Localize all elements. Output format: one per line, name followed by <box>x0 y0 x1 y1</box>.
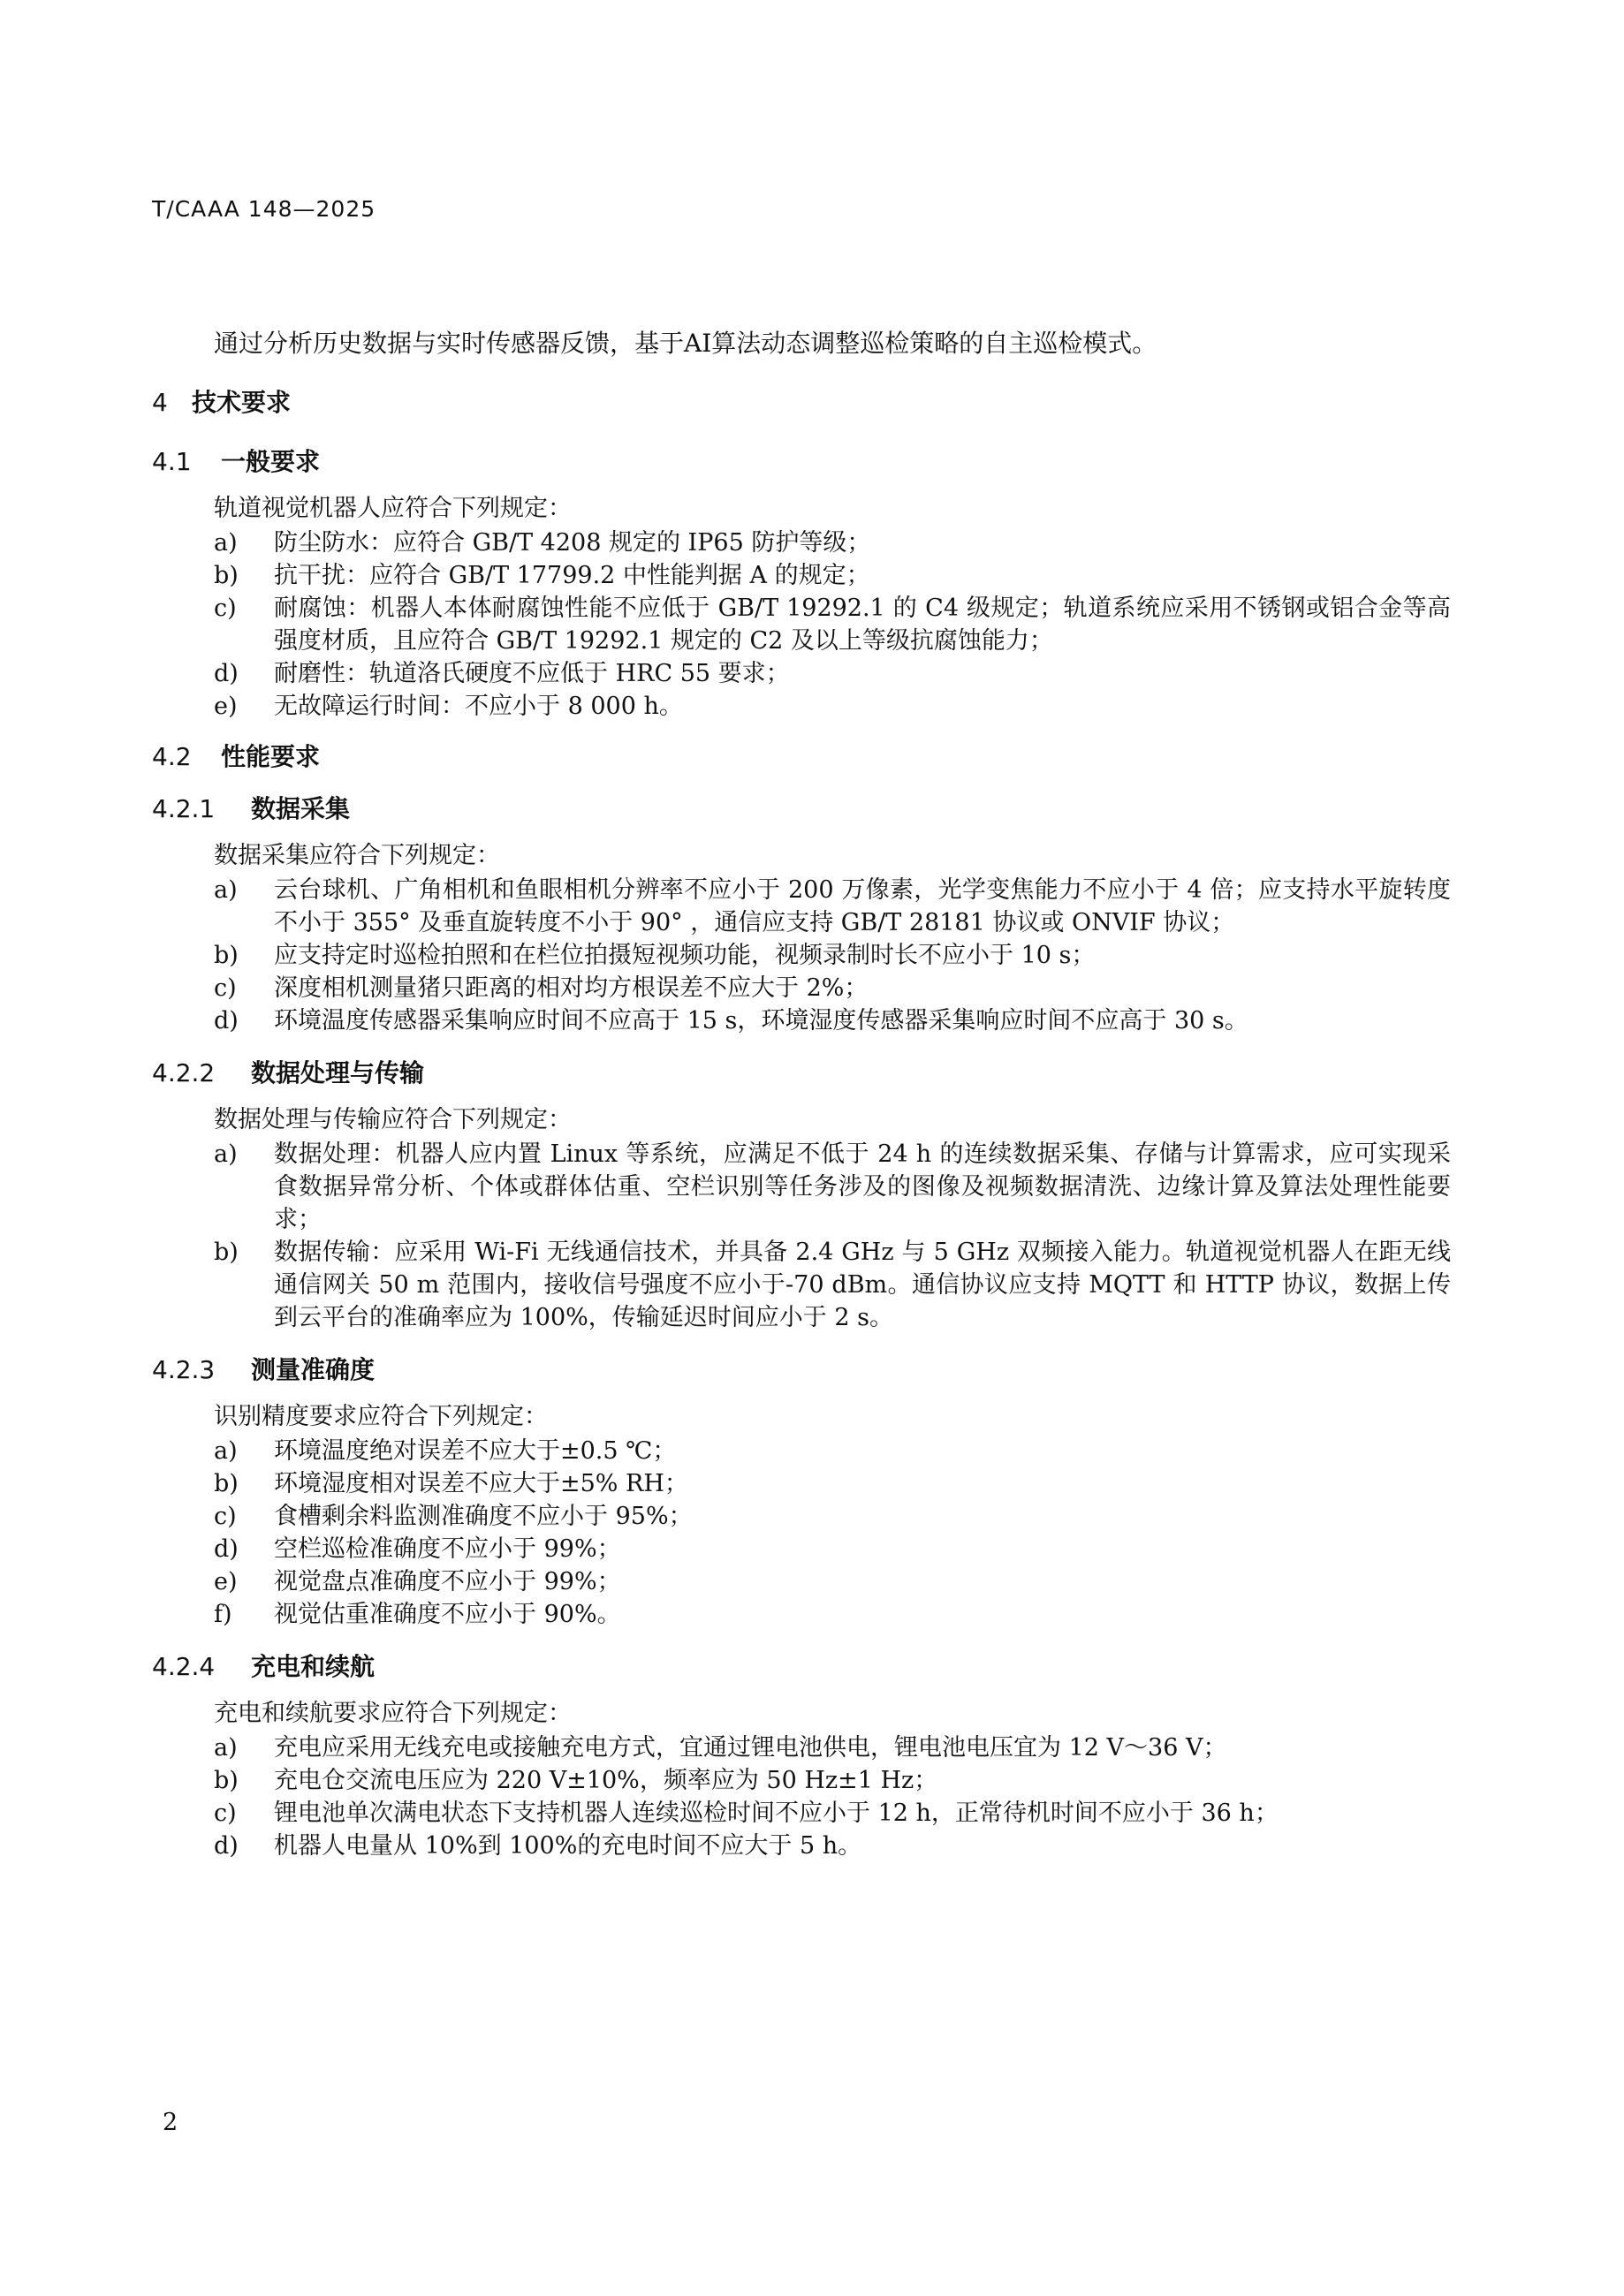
section-4-2-2-heading <box>152 1057 1451 1089</box>
section-4-1-heading <box>152 445 1451 478</box>
document-code: T/CAAA 148—2025 <box>152 196 376 222</box>
requirement-list-4-2-1 <box>152 874 1451 1037</box>
section-intro: 充电和续航要求应符合下列规定： <box>214 1700 572 1727</box>
page-number: 2 <box>163 2109 178 2136</box>
item-text: 视觉估重准确度不应小于 90%。 <box>274 1601 621 1628</box>
list-item <box>152 1830 1451 1862</box>
item-text: 数据传输：应采用 Wi-Fi 无线通信技术，并具备 2.4 GHz 与 5 GHz 双频接入能力。轨道视觉机器人在距无线通信网关 50 m 范围内，接收信号强度不应小于-70 dBm。通信协议应支持 MQTT 和 HTTP 协议，数据上传到云平台的准确率应为 100%，传输延迟时间应小于 2 s。 <box>274 1239 1451 1331</box>
list-item <box>152 939 1451 972</box>
list-item <box>152 1004 1451 1037</box>
section-title: 性能要求 <box>221 742 321 771</box>
item-text: 环境湿度相对误差不应大于±5% RH； <box>274 1470 688 1497</box>
item-label: b) <box>214 1239 239 1266</box>
item-label: a) <box>214 1437 238 1465</box>
section-4-2-1-heading <box>152 792 1451 825</box>
section-number: 4.1 <box>152 447 192 476</box>
item-text: 充电应采用无线充电或接触充电方式，宜通过锂电池供电，锂电池电压宜为 12 V～36 V； <box>274 1734 1227 1762</box>
list-item <box>152 874 1451 939</box>
list-item <box>152 1500 1451 1533</box>
item-text: 充电仓交流电压应为 220 V±10%，频率应为 50 Hz±1 Hz； <box>274 1767 938 1794</box>
item-text: 空栏巡检准确度不应小于 99%； <box>274 1535 621 1563</box>
section-title: 充电和续航 <box>251 1652 376 1681</box>
section-4-heading <box>152 386 1451 419</box>
section-number: 4.2.3 <box>152 1355 216 1384</box>
section-title: 技术要求 <box>192 388 292 417</box>
item-text: 耐磨性：轨道洛氏硬度不应低于 HRC 55 要求； <box>274 660 790 687</box>
item-label: a) <box>214 1734 238 1762</box>
item-label: b) <box>214 1767 239 1794</box>
item-text: 防尘防水：应符合 GB/T 4208 规定的 IP65 防护等级； <box>274 529 871 557</box>
list-item <box>152 1533 1451 1565</box>
item-label: b) <box>214 942 239 969</box>
section-title: 测量准确度 <box>251 1355 376 1384</box>
list-item <box>152 1435 1451 1467</box>
item-text: 云台球机、广角相机和鱼眼相机分辨率不应小于 200 万像素，光学变焦能力不应小于 4 倍；应支持水平旋转度不小于 355° 及垂直旋转度不小于 90° ，通信应支持 GB/T 28181 协议或 ONVIF 协议； <box>274 876 1451 936</box>
item-text: 抗干扰：应符合 GB/T 17799.2 中性能判据 A 的规定； <box>274 562 870 589</box>
item-label: c) <box>214 1800 237 1827</box>
item-label: a) <box>214 1140 238 1168</box>
section-4-2-3-heading <box>152 1353 1451 1386</box>
list-item <box>152 657 1451 690</box>
item-text: 深度相机测量猪只距离的相对均方根误差不应大于 2%； <box>274 974 869 1002</box>
item-text: 锂电池单次满电状态下支持机器人连续巡检时间不应小于 12 h，正常待机时间不应小于 36 h； <box>274 1800 1279 1827</box>
intro-paragraph: 通过分析历史数据与实时传感器反馈，基于AI算法动态调整巡检策略的自主巡检模式。 <box>214 329 1157 358</box>
list-item <box>152 1797 1451 1830</box>
item-label: c) <box>214 1503 237 1530</box>
section-intro: 数据处理与传输应符合下列规定： <box>214 1106 572 1133</box>
section-number: 4.2.1 <box>152 794 216 823</box>
list-item <box>152 1598 1451 1631</box>
list-item <box>152 690 1451 723</box>
item-label: a) <box>214 529 238 557</box>
item-text: 机器人电量从 10%到 100%的充电时间不应大于 5 h。 <box>274 1832 862 1860</box>
list-item <box>152 1236 1451 1334</box>
section-number: 4.2.4 <box>152 1652 216 1681</box>
item-label: a) <box>214 876 238 904</box>
list-item <box>152 1467 1451 1500</box>
list-item <box>152 972 1451 1004</box>
item-text: 环境温度绝对误差不应大于±0.5 ℃； <box>274 1437 677 1465</box>
list-item <box>152 1731 1451 1764</box>
item-text: 耐腐蚀：机器人本体耐腐蚀性能不应低于 GB/T 19292.1 的 C4 级规定；轨道系统应采用不锈钢或铝合金等高强度材质，且应符合 GB/T 19292.1 规定的 C2 及以上等级抗腐蚀能力； <box>274 595 1451 655</box>
item-text: 视觉盘点准确度不应小于 99%； <box>274 1568 621 1595</box>
item-label: d) <box>214 1535 239 1563</box>
list-item <box>152 527 1451 559</box>
item-label: d) <box>214 1007 239 1034</box>
item-label: d) <box>214 660 239 687</box>
section-number: 4.2 <box>152 742 192 771</box>
item-label: e) <box>214 693 238 720</box>
item-label: b) <box>214 1470 239 1497</box>
list-item <box>152 1565 1451 1598</box>
section-title: 一般要求 <box>221 447 321 476</box>
item-label: b) <box>214 562 239 589</box>
item-text: 应支持定时巡检拍照和在栏位拍摄短视频功能，视频录制时长不应小于 10 s； <box>274 942 1096 969</box>
item-label: e) <box>214 1568 238 1595</box>
section-title: 数据采集 <box>251 794 351 823</box>
section-intro: 识别精度要求应符合下列规定： <box>214 1403 548 1430</box>
requirement-list-4-1 <box>152 527 1451 723</box>
section-intro: 轨道视觉机器人应符合下列规定： <box>214 495 572 522</box>
item-text: 数据处理：机器人应内置 Linux 等系统，应满足不低于 24 h 的连续数据采集、存储与计算需求，应可实现采食数据异常分析、个体或群体估重、空栏识别等任务涉及的图像及视频数据清洗、边缘计算及算法处理性能要求； <box>274 1140 1451 1233</box>
section-intro: 数据采集应符合下列规定： <box>214 842 500 869</box>
section-number: 4 <box>152 388 168 417</box>
item-text: 食槽剩余料监测准确度不应小于 95%； <box>274 1503 693 1530</box>
list-item <box>152 592 1451 657</box>
requirement-list-4-2-4 <box>152 1731 1451 1862</box>
section-4-2-heading <box>152 740 1451 773</box>
item-label: c) <box>214 974 237 1002</box>
requirement-list-4-2-2 <box>152 1138 1451 1334</box>
item-label: c) <box>214 595 237 622</box>
item-text: 环境温度传感器采集响应时间不应高于 15 s，环境湿度传感器采集响应时间不应高于 30 s。 <box>274 1007 1248 1034</box>
requirement-list-4-2-3 <box>152 1435 1451 1631</box>
item-label: f) <box>214 1601 232 1628</box>
item-label: d) <box>214 1832 239 1860</box>
document-body <box>152 327 1451 1868</box>
section-title: 数据处理与传输 <box>251 1058 425 1087</box>
list-item <box>152 1138 1451 1236</box>
list-item <box>152 1764 1451 1797</box>
section-4-2-4-heading <box>152 1650 1451 1683</box>
item-text: 无故障运行时间：不应小于 8 000 h。 <box>274 693 683 720</box>
list-item <box>152 559 1451 592</box>
section-number: 4.2.2 <box>152 1058 216 1087</box>
